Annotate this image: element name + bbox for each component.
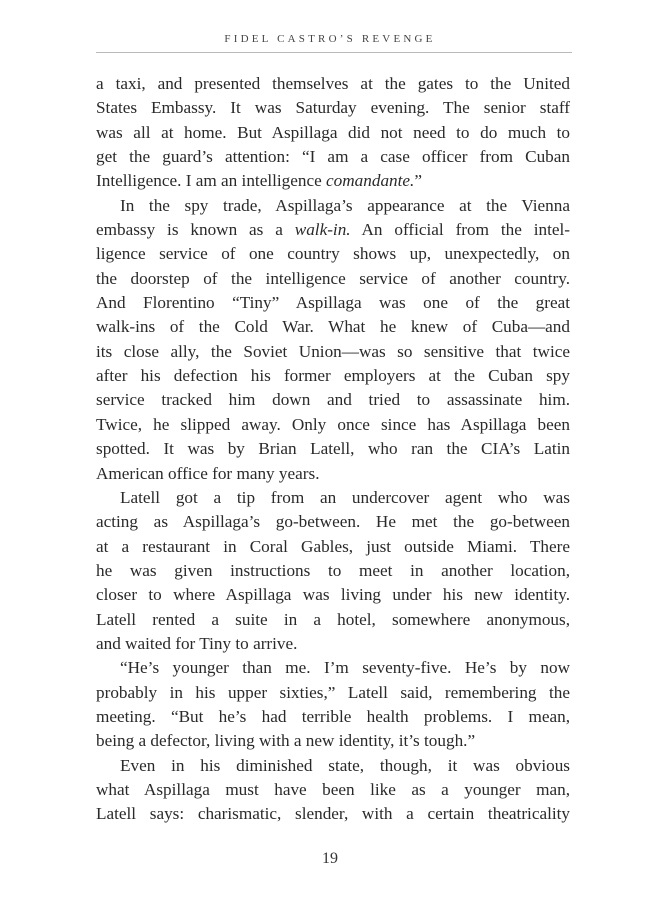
text-line: meeting. “But he’s had terrible health problems. I mean,: [96, 706, 570, 726]
text-line: “He’s younger than me. I’m seventy-five. He’s by now: [120, 658, 570, 678]
text-line: States Embassy. It was Saturday evening. The senior staff: [96, 98, 570, 118]
text-line: get the guard’s attention: “I am a case officer from Cuban: [96, 147, 570, 167]
text-line: its close ally, the Soviet Union—was so sensitive that twice: [96, 341, 570, 361]
text-line: [96, 218, 570, 242]
text-line: at a restaurant in Coral Gables, just outside Miami. There: [96, 536, 570, 556]
text-line: and waited for Tiny to arrive.: [96, 633, 298, 653]
text-line: a taxi, and presented themselves at the gates to the United: [96, 74, 570, 93]
text-line: he was given instructions to meet in another location,: [96, 560, 570, 580]
text-line: being a defector, living with a new identity, it’s tough.”: [96, 731, 476, 751]
text-line: American office for many years.: [96, 463, 320, 483]
text-line: the doorstep of the intelligence service of another country.: [96, 268, 570, 288]
text-line: probably in his upper sixties,” Latell said, remembering the: [96, 682, 570, 702]
text-line: Even in his diminished state, though, it was obvious: [120, 755, 570, 775]
text-line: was all at home. But Aspillaga did not need to do much to: [96, 122, 570, 142]
text-span: An official from the intel-: [350, 220, 570, 240]
text-line: ligence service of one country shows up, unexpectedly, on: [96, 244, 570, 264]
text-line: Latell rented a suite in a hotel, somewhere anonymous,: [96, 609, 570, 629]
text-line: Twice, he slipped away. Only once since has Aspillaga been: [96, 414, 570, 434]
text-line: In the spy trade, Aspillaga’s appearance at the Vienna: [120, 195, 570, 215]
text-span: embassy is known as a: [96, 220, 295, 240]
page-number: 19: [322, 850, 338, 867]
text-line: walk-ins of the Cold War. What he knew of Cuba—and: [96, 317, 570, 337]
text-line: what Aspillaga must have been like as a younger man,: [96, 779, 570, 799]
text-line: after his defection his former employers at the Cuban spy: [96, 366, 570, 386]
header-rule: [96, 52, 572, 53]
text-line: closer to where Aspillaga was living under his new identity.: [96, 585, 570, 605]
italic-word: comandante.: [326, 171, 415, 191]
text-line: Latell says: charismatic, slender, with a certain theatricality: [96, 804, 570, 824]
text-line: Latell got a tip from an undercover agent who was: [120, 487, 570, 507]
italic-word: walk-in.: [294, 220, 351, 240]
text-line: service tracked him down and tried to assassinate him.: [96, 390, 570, 410]
text-line: spotted. It was by Brian Latell, who ran the CIA’s Latin: [96, 439, 570, 459]
text-span: Intelligence. I am an intelligence: [96, 171, 327, 191]
text-line: [96, 169, 570, 193]
body-text: [96, 72, 570, 827]
running-head: FIDEL CASTRO’S REVENGE: [224, 33, 436, 45]
text-line: And Florentino “Tiny” Aspillaga was one of the great: [96, 293, 570, 313]
text-line: acting as Aspillaga’s go-between. He met the go-between: [96, 512, 570, 532]
text-span: ”: [414, 171, 422, 191]
